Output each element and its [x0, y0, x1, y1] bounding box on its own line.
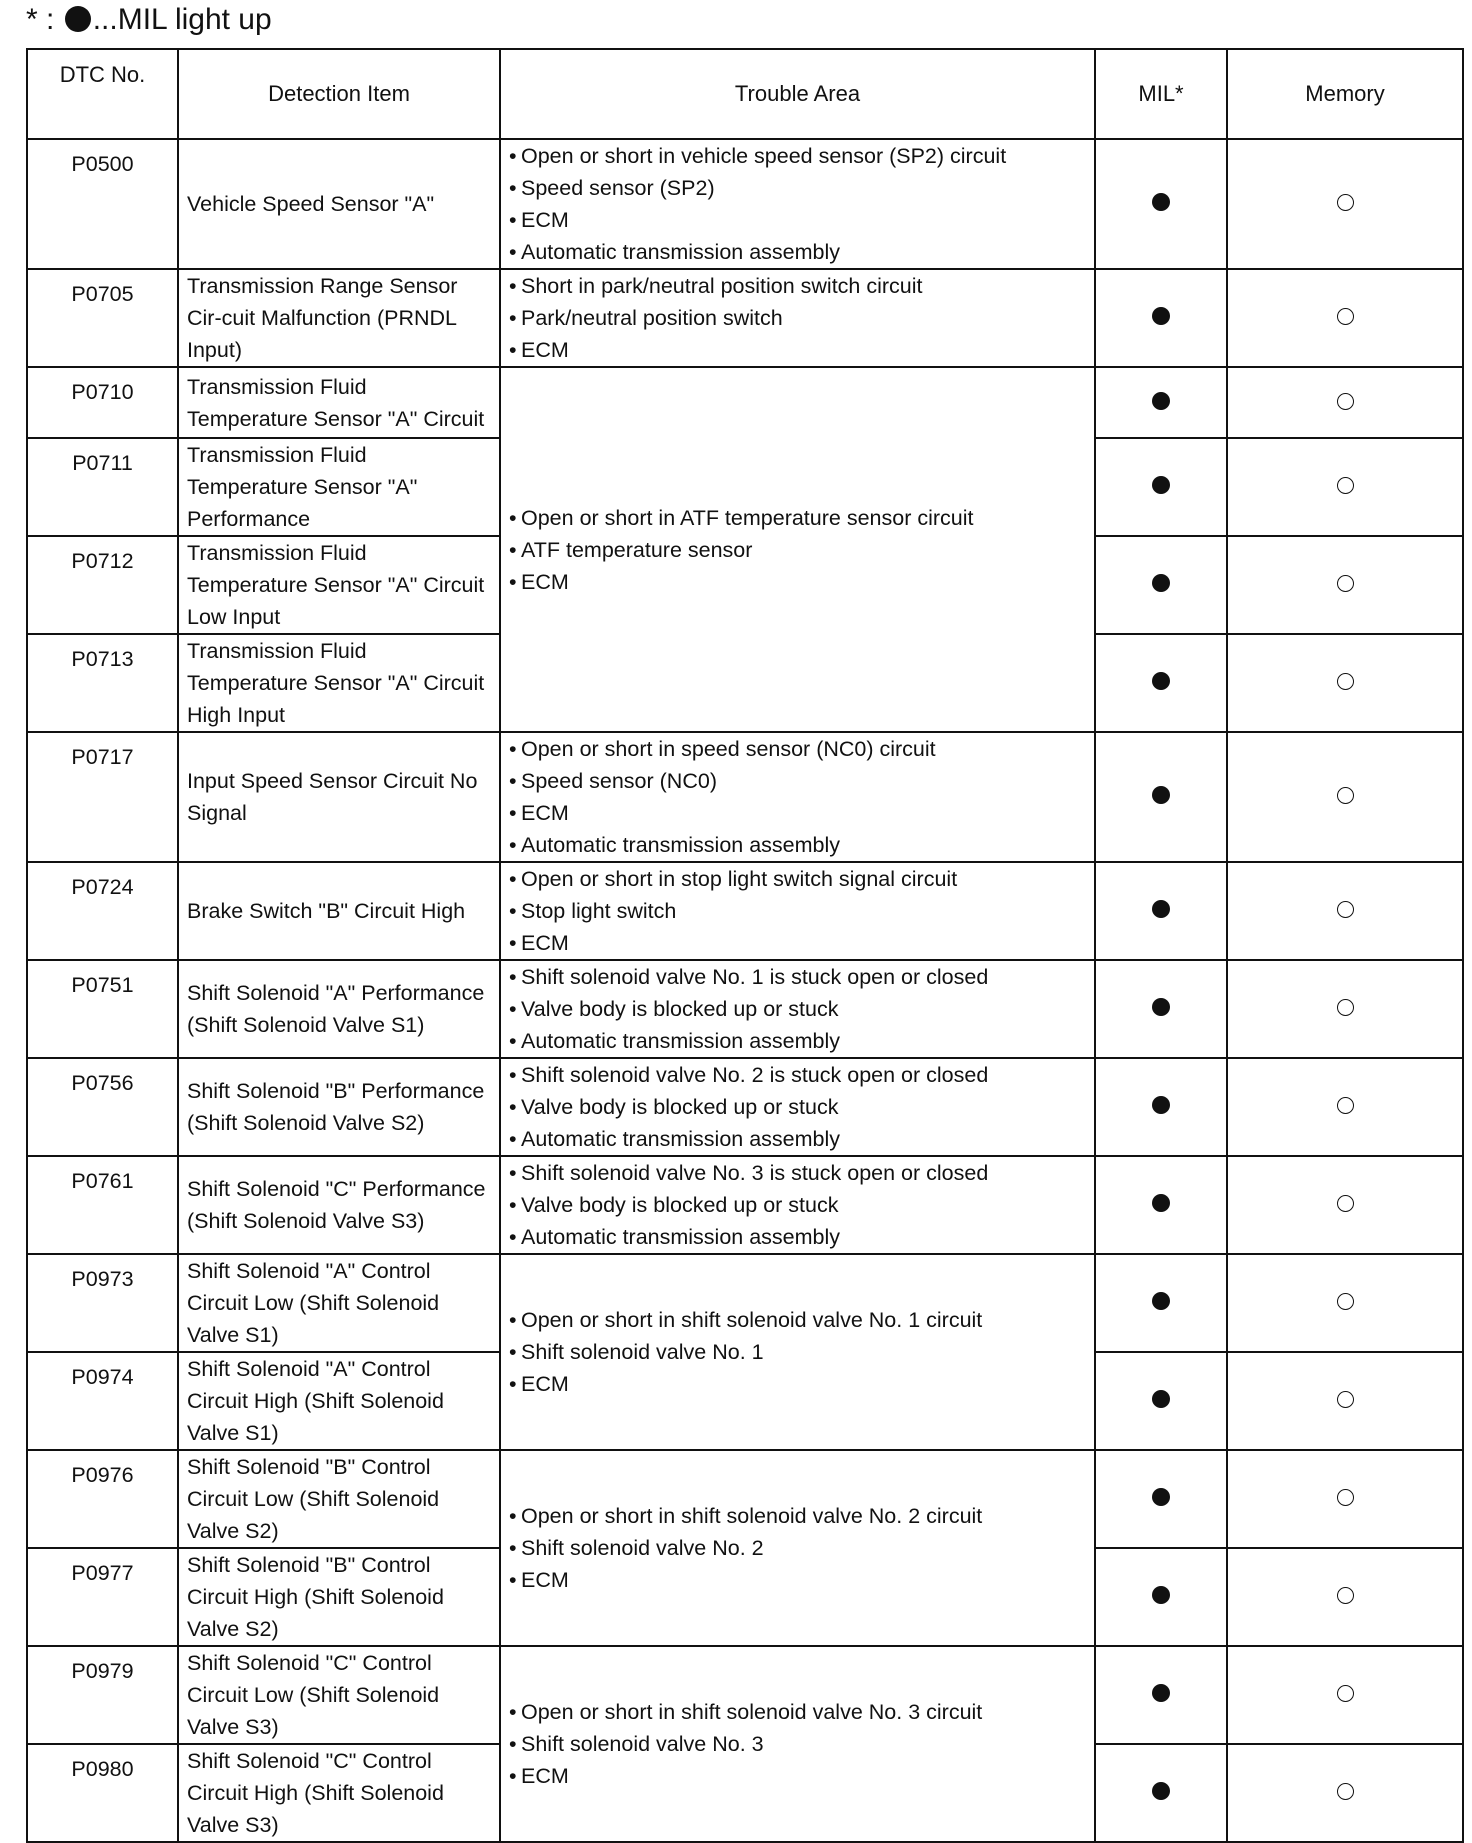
- trouble-area-item: • ECM: [509, 204, 1086, 236]
- mil-cell: [1095, 1156, 1227, 1254]
- trouble-area-item: • ECM: [509, 797, 1086, 829]
- trouble-area-list: [509, 1696, 1086, 1792]
- trouble-area-item: • ECM: [509, 1564, 1086, 1596]
- hollow-circle-icon: [1337, 1391, 1354, 1408]
- trouble-area-item: • ECM: [509, 1368, 1086, 1400]
- mil-cell: [1095, 269, 1227, 367]
- trouble-area-item: • Open or short in shift solenoid valve No. 1 circuit: [509, 1304, 1086, 1336]
- detection-item: Transmission Fluid Temperature Sensor "A" Circuit: [178, 367, 500, 438]
- trouble-area-item: • Open or short in speed sensor (NC0) circuit: [509, 733, 1086, 765]
- hollow-circle-icon: [1337, 901, 1354, 918]
- detection-item: Transmission Range Sensor Cir-cuit Malfunction (PRNDL Input): [178, 269, 500, 367]
- header-memory: Memory: [1227, 49, 1463, 139]
- trouble-area: [500, 862, 1095, 960]
- table-body: [27, 139, 1463, 1842]
- detection-item: Vehicle Speed Sensor "A": [178, 139, 500, 269]
- hollow-circle-icon: [1337, 787, 1354, 804]
- filled-circle-icon: [1152, 900, 1170, 918]
- trouble-area-item: • ECM: [509, 1760, 1086, 1792]
- memory-cell: [1227, 732, 1463, 862]
- dtc-code: P0712: [27, 536, 178, 634]
- memory-cell: [1227, 1646, 1463, 1744]
- dtc-code: P0751: [27, 960, 178, 1058]
- trouble-area: [500, 960, 1095, 1058]
- dtc-code: P0711: [27, 438, 178, 536]
- trouble-area-item: • Park/neutral position switch: [509, 302, 1086, 334]
- trouble-area-list: [509, 863, 1086, 959]
- dtc-code: P0717: [27, 732, 178, 862]
- dtc-code: P0761: [27, 1156, 178, 1254]
- filled-circle-icon: [1152, 786, 1170, 804]
- memory-cell: [1227, 269, 1463, 367]
- memory-cell: [1227, 139, 1463, 269]
- mil-cell: [1095, 367, 1227, 438]
- filled-circle-icon: [65, 6, 91, 32]
- dtc-table: [26, 48, 1464, 1843]
- dtc-code: P0973: [27, 1254, 178, 1352]
- mil-cell: [1095, 732, 1227, 862]
- detection-item: Transmission Fluid Temperature Sensor "A" Circuit High Input: [178, 634, 500, 732]
- trouble-area: [500, 269, 1095, 367]
- trouble-area-item: • Valve body is blocked up or stuck: [509, 993, 1086, 1025]
- memory-cell: [1227, 1450, 1463, 1548]
- trouble-area-item: • ECM: [509, 566, 1086, 598]
- trouble-area-item: • Speed sensor (SP2): [509, 172, 1086, 204]
- memory-cell: [1227, 367, 1463, 438]
- dtc-code: P0756: [27, 1058, 178, 1156]
- detection-item: Shift Solenoid "C" Control Circuit Low (Shift Solenoid Valve S3): [178, 1646, 500, 1744]
- trouble-area-list: [509, 270, 1086, 366]
- table-row: [27, 1254, 1463, 1352]
- filled-circle-icon: [1152, 1782, 1170, 1800]
- dtc-code: P0974: [27, 1352, 178, 1450]
- memory-cell: [1227, 1744, 1463, 1842]
- trouble-area-list: [509, 1157, 1086, 1253]
- detection-item: Shift Solenoid "B" Control Circuit Low (Shift Solenoid Valve S2): [178, 1450, 500, 1548]
- trouble-area-item: • Valve body is blocked up or stuck: [509, 1189, 1086, 1221]
- detection-item: Shift Solenoid "C" Performance (Shift Solenoid Valve S3): [178, 1156, 500, 1254]
- trouble-area-item: • Stop light switch: [509, 895, 1086, 927]
- filled-circle-icon: [1152, 1586, 1170, 1604]
- trouble-area-item: • Open or short in ATF temperature sensor circuit: [509, 502, 1086, 534]
- detection-item: Shift Solenoid "B" Performance (Shift Solenoid Valve S2): [178, 1058, 500, 1156]
- dtc-code: P0980: [27, 1744, 178, 1842]
- dtc-code: P0976: [27, 1450, 178, 1548]
- trouble-area: [500, 1646, 1095, 1842]
- trouble-area-list: [509, 1500, 1086, 1596]
- trouble-area: [500, 1058, 1095, 1156]
- trouble-area-item: • Automatic transmission assembly: [509, 236, 1086, 268]
- detection-item: Shift Solenoid "A" Control Circuit Low (Shift Solenoid Valve S1): [178, 1254, 500, 1352]
- hollow-circle-icon: [1337, 1097, 1354, 1114]
- detection-item: Input Speed Sensor Circuit No Signal: [178, 732, 500, 862]
- table-row: [27, 1450, 1463, 1548]
- trouble-area-item: • Open or short in stop light switch signal circuit: [509, 863, 1086, 895]
- mil-cell: [1095, 862, 1227, 960]
- trouble-area-item: • Open or short in shift solenoid valve No. 2 circuit: [509, 1500, 1086, 1532]
- detection-item: Transmission Fluid Temperature Sensor "A" Performance: [178, 438, 500, 536]
- trouble-area-item: • Shift solenoid valve No. 3 is stuck open or closed: [509, 1157, 1086, 1189]
- mil-cell: [1095, 1352, 1227, 1450]
- hollow-circle-icon: [1337, 308, 1354, 325]
- dtc-code: P0724: [27, 862, 178, 960]
- trouble-area-item: • Automatic transmission assembly: [509, 1221, 1086, 1253]
- trouble-area-item: • Shift solenoid valve No. 2: [509, 1532, 1086, 1564]
- dtc-code: P0710: [27, 367, 178, 438]
- trouble-area-item: • ECM: [509, 927, 1086, 959]
- filled-circle-icon: [1152, 193, 1170, 211]
- trouble-area-item: • Open or short in vehicle speed sensor (SP2) circuit: [509, 140, 1086, 172]
- hollow-circle-icon: [1337, 477, 1354, 494]
- memory-cell: [1227, 862, 1463, 960]
- hollow-circle-icon: [1337, 1293, 1354, 1310]
- mil-cell: [1095, 1058, 1227, 1156]
- hollow-circle-icon: [1337, 999, 1354, 1016]
- filled-circle-icon: [1152, 476, 1170, 494]
- trouble-area-item: • Valve body is blocked up or stuck: [509, 1091, 1086, 1123]
- detection-item: Shift Solenoid "A" Performance (Shift Solenoid Valve S1): [178, 960, 500, 1058]
- mil-cell: [1095, 1744, 1227, 1842]
- mil-cell: [1095, 634, 1227, 732]
- memory-cell: [1227, 438, 1463, 536]
- header-dtc: DTC No.: [27, 49, 178, 139]
- hollow-circle-icon: [1337, 673, 1354, 690]
- trouble-area: [500, 1156, 1095, 1254]
- mil-cell: [1095, 438, 1227, 536]
- trouble-area-item: • Shift solenoid valve No. 1 is stuck open or closed: [509, 961, 1086, 993]
- mil-cell: [1095, 960, 1227, 1058]
- trouble-area-item: • Automatic transmission assembly: [509, 1123, 1086, 1155]
- table-row: [27, 732, 1463, 862]
- memory-cell: [1227, 1156, 1463, 1254]
- trouble-area-item: • Shift solenoid valve No. 3: [509, 1728, 1086, 1760]
- dtc-code: P0500: [27, 139, 178, 269]
- trouble-area-item: • Automatic transmission assembly: [509, 829, 1086, 861]
- filled-circle-icon: [1152, 1390, 1170, 1408]
- trouble-area: [500, 367, 1095, 732]
- filled-circle-icon: [1152, 998, 1170, 1016]
- table-row: [27, 367, 1463, 438]
- trouble-area: [500, 139, 1095, 269]
- memory-cell: [1227, 1548, 1463, 1646]
- memory-cell: [1227, 960, 1463, 1058]
- filled-circle-icon: [1152, 392, 1170, 410]
- trouble-area-item: • Automatic transmission assembly: [509, 1025, 1086, 1057]
- filled-circle-icon: [1152, 574, 1170, 592]
- detection-item: Brake Switch "B" Circuit High: [178, 862, 500, 960]
- filled-circle-icon: [1152, 307, 1170, 325]
- trouble-area: [500, 1450, 1095, 1646]
- hollow-circle-icon: [1337, 1489, 1354, 1506]
- table-row: [27, 862, 1463, 960]
- table-row: [27, 1058, 1463, 1156]
- trouble-area: [500, 1254, 1095, 1450]
- table-row: [27, 1156, 1463, 1254]
- trouble-area-list: [509, 502, 1086, 598]
- mil-cell: [1095, 1450, 1227, 1548]
- trouble-area: [500, 732, 1095, 862]
- trouble-area-list: [509, 1059, 1086, 1155]
- table-row: [27, 269, 1463, 367]
- trouble-area-list: [509, 1304, 1086, 1400]
- trouble-area-list: [509, 961, 1086, 1057]
- memory-cell: [1227, 1352, 1463, 1450]
- table-row: [27, 1646, 1463, 1744]
- trouble-area-item: • ATF temperature sensor: [509, 534, 1086, 566]
- table-row: [27, 139, 1463, 269]
- detection-item: Transmission Fluid Temperature Sensor "A" Circuit Low Input: [178, 536, 500, 634]
- filled-circle-icon: [1152, 1292, 1170, 1310]
- header-trouble-area: Trouble Area: [500, 49, 1095, 139]
- dtc-code: P0977: [27, 1548, 178, 1646]
- detection-item: Shift Solenoid "C" Control Circuit High (Shift Solenoid Valve S3): [178, 1744, 500, 1842]
- filled-circle-icon: [1152, 672, 1170, 690]
- trouble-area-item: • Speed sensor (NC0): [509, 765, 1086, 797]
- trouble-area-item: • Short in park/neutral position switch circuit: [509, 270, 1086, 302]
- table-row: [27, 960, 1463, 1058]
- header-mil: MIL*: [1095, 49, 1227, 139]
- hollow-circle-icon: [1337, 1685, 1354, 1702]
- legend-text: ...MIL light up: [92, 3, 272, 36]
- trouble-area-item: • Shift solenoid valve No. 1: [509, 1336, 1086, 1368]
- dtc-code: P0713: [27, 634, 178, 732]
- trouble-area-list: [509, 733, 1086, 861]
- mil-cell: [1095, 1254, 1227, 1352]
- trouble-area-item: • Shift solenoid valve No. 2 is stuck open or closed: [509, 1059, 1086, 1091]
- trouble-area-item: • Open or short in shift solenoid valve No. 3 circuit: [509, 1696, 1086, 1728]
- hollow-circle-icon: [1337, 194, 1354, 211]
- hollow-circle-icon: [1337, 1587, 1354, 1604]
- detection-item: Shift Solenoid "A" Control Circuit High (Shift Solenoid Valve S1): [178, 1352, 500, 1450]
- legend-prefix: * :: [26, 3, 55, 36]
- dtc-code: P0979: [27, 1646, 178, 1744]
- trouble-area-list: [509, 140, 1086, 268]
- header-detection-item: Detection Item: [178, 49, 500, 139]
- trouble-area-item: • ECM: [509, 334, 1086, 366]
- filled-circle-icon: [1152, 1194, 1170, 1212]
- hollow-circle-icon: [1337, 1195, 1354, 1212]
- memory-cell: [1227, 536, 1463, 634]
- filled-circle-icon: [1152, 1488, 1170, 1506]
- memory-cell: [1227, 1058, 1463, 1156]
- header-row: [27, 49, 1463, 139]
- dtc-code: P0705: [27, 269, 178, 367]
- hollow-circle-icon: [1337, 575, 1354, 592]
- legend: [26, 2, 272, 38]
- mil-cell: [1095, 1646, 1227, 1744]
- filled-circle-icon: [1152, 1096, 1170, 1114]
- memory-cell: [1227, 1254, 1463, 1352]
- mil-cell: [1095, 536, 1227, 634]
- hollow-circle-icon: [1337, 393, 1354, 410]
- mil-cell: [1095, 139, 1227, 269]
- detection-item: Shift Solenoid "B" Control Circuit High (Shift Solenoid Valve S2): [178, 1548, 500, 1646]
- hollow-circle-icon: [1337, 1783, 1354, 1800]
- filled-circle-icon: [1152, 1684, 1170, 1702]
- mil-cell: [1095, 1548, 1227, 1646]
- memory-cell: [1227, 634, 1463, 732]
